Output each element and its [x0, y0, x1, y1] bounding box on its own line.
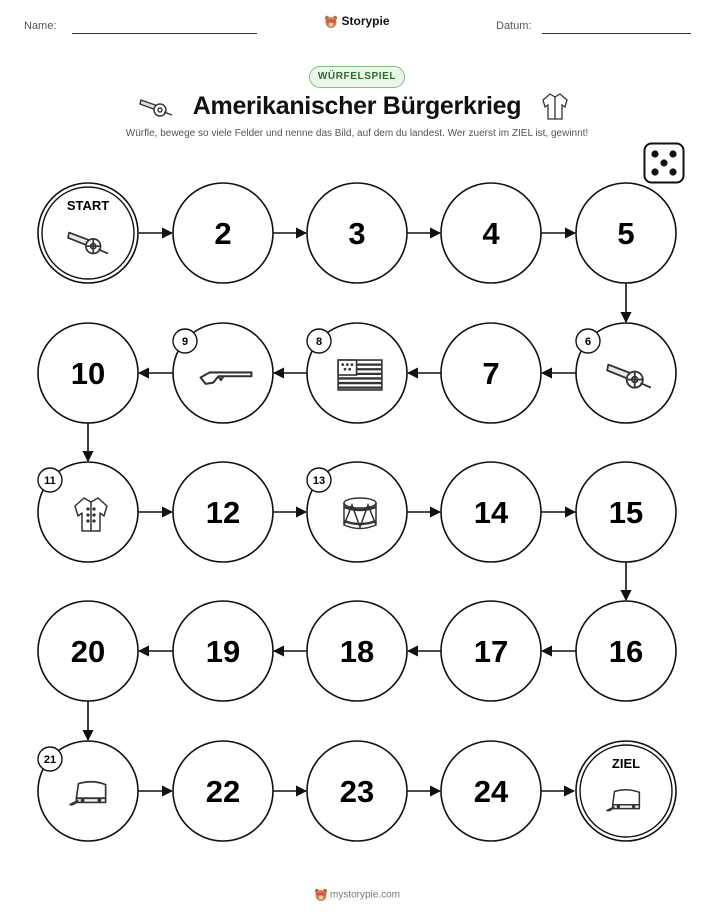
board-space[interactable] [307, 462, 407, 562]
flag-icon [338, 360, 382, 390]
space-number-badge: 13 [312, 475, 326, 487]
space-number: 10 [70, 356, 106, 391]
space-number: 12 [205, 495, 241, 530]
bear-icon [314, 888, 328, 902]
space-label: START [66, 198, 110, 213]
board-space[interactable] [441, 323, 541, 423]
board-space[interactable] [307, 741, 407, 841]
space-number: 14 [473, 495, 509, 530]
board-space[interactable] [576, 323, 676, 423]
board-space[interactable] [441, 741, 541, 841]
instructions: Würfle, bewege so viele Felder und nenne das Bild, auf dem du landest. Wer zuerst im ZIEL ist, gewinnt! [125, 128, 589, 139]
space-number-badge: 8 [315, 336, 323, 348]
space-label: ZIEL [611, 756, 641, 771]
board-space[interactable] [576, 183, 676, 283]
space-number: 7 [482, 356, 500, 391]
date-label: Datum: [496, 20, 532, 32]
board-space[interactable] [173, 741, 273, 841]
space-number: 22 [205, 774, 241, 809]
space-number: 23 [339, 774, 375, 809]
name-label: Name: [24, 20, 57, 32]
board-space[interactable] [173, 601, 273, 701]
board-space[interactable] [307, 601, 407, 701]
board-space[interactable] [307, 323, 407, 423]
space-number: 16 [608, 634, 644, 669]
space-number: 17 [473, 634, 509, 669]
space-number: 5 [617, 216, 635, 251]
space-number: 18 [339, 634, 375, 669]
board-space[interactable] [441, 601, 541, 701]
footer [0, 888, 714, 902]
space-number: 20 [70, 634, 106, 669]
space-number: 4 [482, 216, 500, 251]
board-space[interactable] [576, 601, 676, 701]
space-number: 19 [205, 634, 241, 669]
finish-space[interactable] [576, 741, 676, 841]
space-number: 15 [608, 495, 644, 530]
page-title: Amerikanischer Bürgerkrieg [192, 92, 522, 120]
board-space[interactable] [441, 183, 541, 283]
board-space[interactable] [38, 323, 138, 423]
space-number: 2 [214, 216, 232, 251]
game-type-badge: WÜRFELSPIEL [309, 66, 405, 88]
space-number: 3 [348, 216, 366, 251]
brand-name: Storypie [341, 14, 390, 28]
space-number-badge: 11 [44, 475, 56, 487]
board-space[interactable] [38, 741, 138, 841]
board-space[interactable] [173, 462, 273, 562]
board-space[interactable] [441, 462, 541, 562]
board-space[interactable] [173, 323, 273, 423]
board-space[interactable] [576, 462, 676, 562]
board-space[interactable] [173, 183, 273, 283]
board-space[interactable] [38, 462, 138, 562]
start-space[interactable] [38, 183, 138, 283]
footer-url: mystorypie.com [329, 889, 400, 901]
space-number-badge: 9 [181, 336, 189, 348]
space-number-badge: 6 [584, 336, 592, 348]
space-number: 24 [473, 774, 509, 809]
board-space[interactable] [38, 601, 138, 701]
board-space[interactable] [307, 183, 407, 283]
space-number-badge: 21 [43, 754, 57, 766]
